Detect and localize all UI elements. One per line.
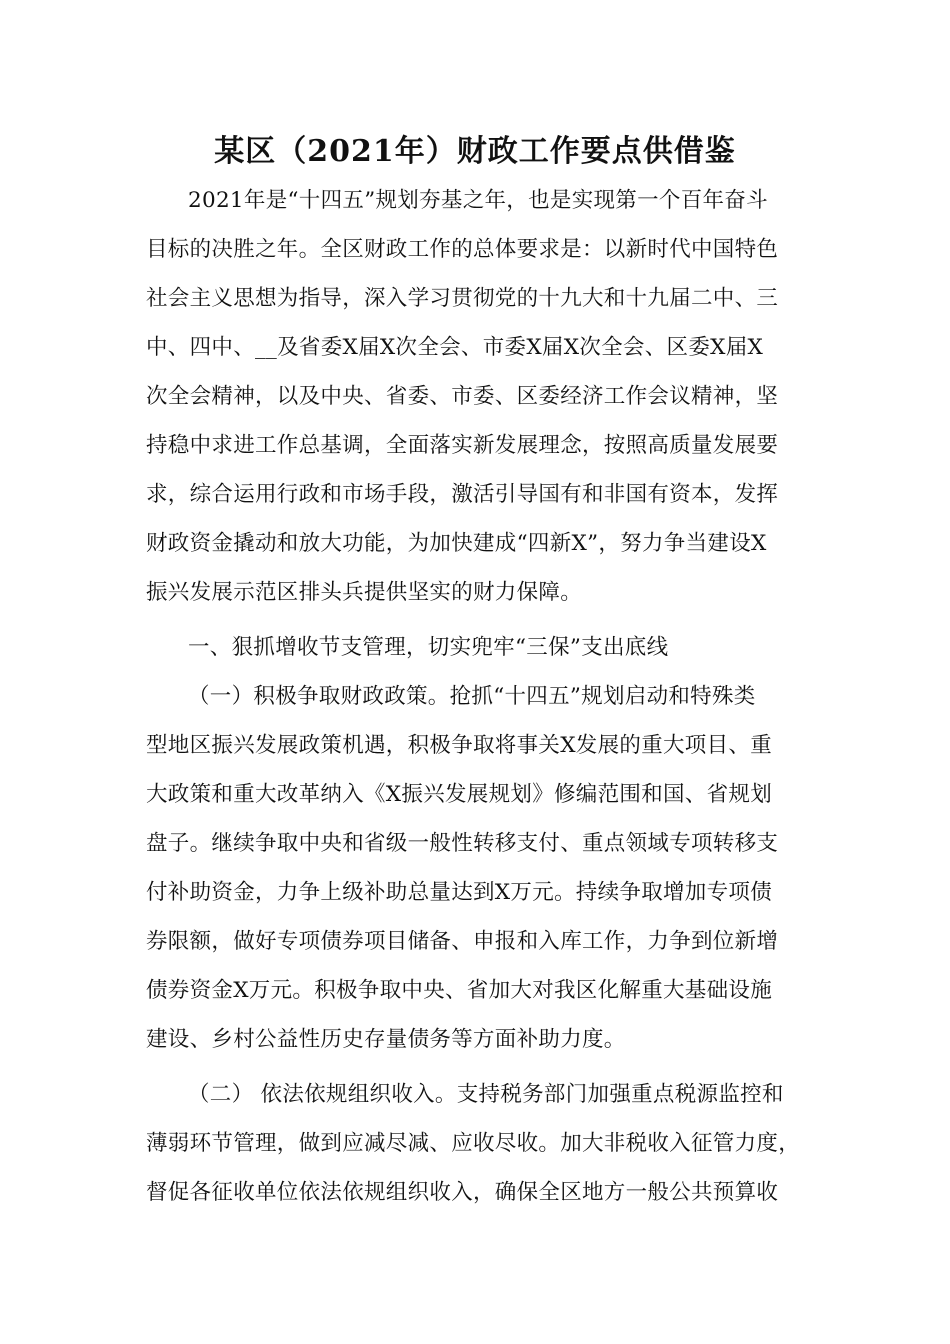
paragraph-line: 大政策和重大改革纳入《X振兴发展规划》修编范围和国、省规划 [146,782,773,807]
paragraph-line: 社会主义思想为指导，深入学习贯彻党的十九大和十九届二中、三 [146,286,779,311]
paragraph-line: （一）积极争取财政政策。抢抓“十四五”规划启动和特殊类 [188,684,756,709]
section-heading: 一、狠抓增收节支管理，切实兜牢“三保”支出底线 [188,635,669,660]
paragraph-line: 财政资金撬动和放大功能，为加快建成“四新X”，努力争当建设X [146,531,767,556]
paragraph-line: 券限额，做好专项债券项目储备、申报和入库工作，力争到位新增 [146,929,779,954]
paragraph-line: 中、四中、__及省委X届X次全会、市委X届X次全会、区委X届X [146,335,764,360]
paragraph-line: 督促各征收单位依法依规组织收入，确保全区地方一般公共预算收 [146,1180,779,1205]
paragraph-line: 2021年是“十四五”规划夯基之年，也是实现第一个百年奋斗 [188,188,768,213]
document-title: 某区（2021年）财政工作要点供借鉴 [214,134,736,169]
paragraph-line: 薄弱环节管理，做到应减尽减、应收尽收。加大非税收入征管力度， [146,1131,801,1156]
paragraph-line: 振兴发展示范区排头兵提供坚实的财力保障。 [146,580,583,605]
paragraph-line: 次全会精神，以及中央、省委、市委、区委经济工作会议精神，坚 [146,384,779,409]
paragraph-line: 求，综合运用行政和市场手段，激活引导国有和非国有资本，发挥 [146,482,779,507]
paragraph-line: 目标的决胜之年。全区财政工作的总体要求是：以新时代中国特色 [146,237,779,262]
paragraph-line: 建设、乡村公益性历史存量债务等方面补助力度。 [146,1027,626,1052]
paragraph-line: （二） 依法依规组织收入。支持税务部门加强重点税源监控和 [188,1082,784,1107]
paragraph-line: 持稳中求进工作总基调，全面落实新发展理念，按照高质量发展要 [146,433,779,458]
paragraph-line: 型地区振兴发展政策机遇，积极争取将事关X发展的重大项目、重 [146,733,773,758]
paragraph-line: 债券资金X万元。积极争取中央、省加大对我区化解重大基础设施 [146,978,773,1003]
paragraph-line: 盘子。继续争取中央和省级一般性转移支付、重点领域专项转移支 [146,831,779,856]
paragraph-line: 付补助资金，力争上级补助总量达到X万元。持续争取增加专项债 [146,880,773,905]
